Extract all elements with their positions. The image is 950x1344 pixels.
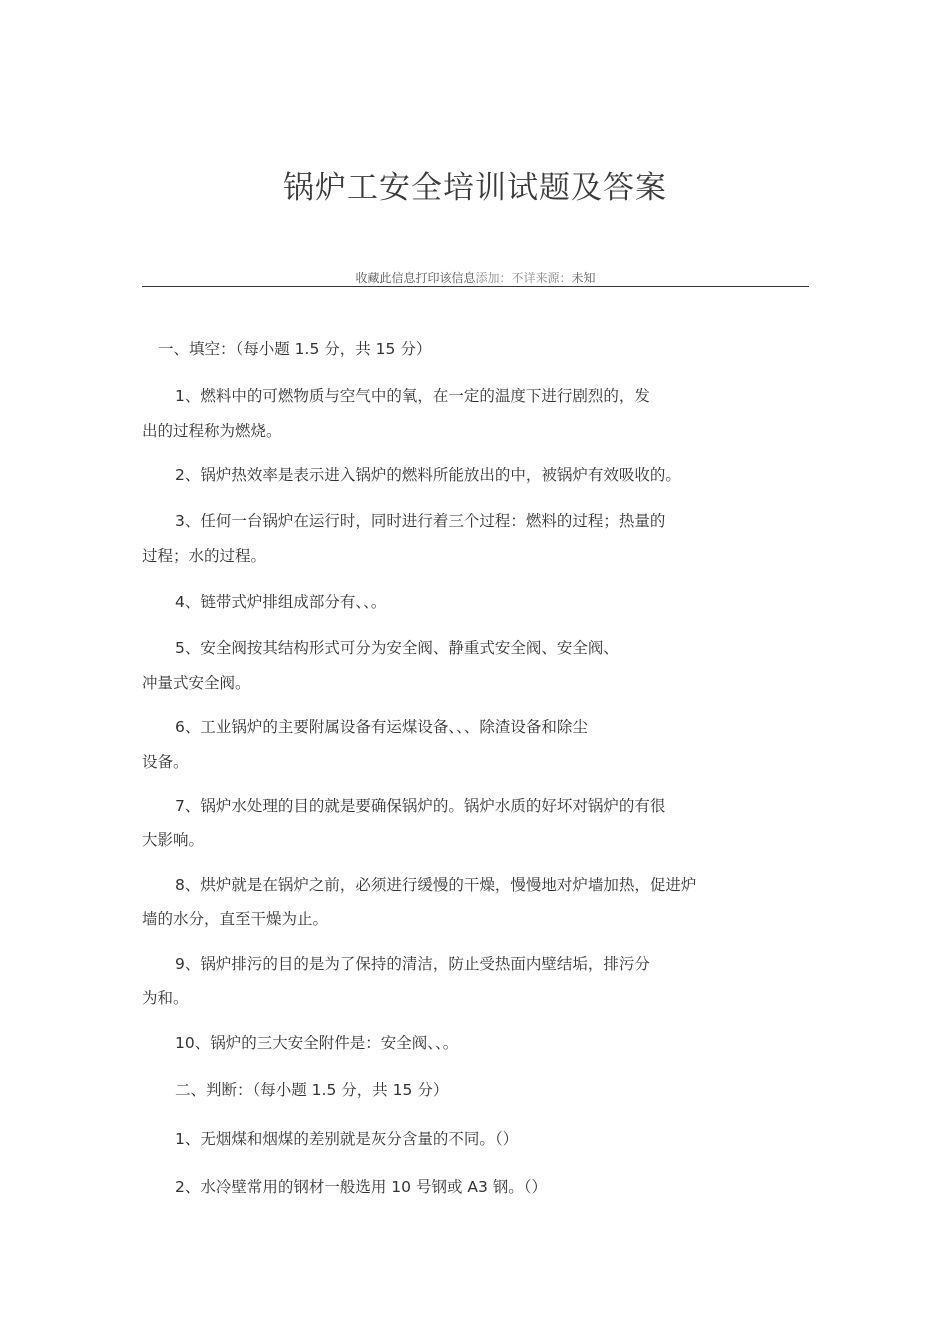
question-9-line1: 9、锅炉排污的目的是为了保持的清洁，防止受热面内壁结垢，排污分 [175, 955, 650, 973]
section-heading-true-false: 二、判断：（每小题 1.5 分，共 15 分） [175, 1081, 449, 1099]
print-link[interactable]: 打印该信息 [415, 271, 476, 285]
question-9-line2: 为和。 [142, 989, 189, 1007]
question-8-line2: 墙的水分，直至干燥为止。 [142, 910, 329, 928]
question-1-line1: 1、燃料中的可燃物质与空气中的氧，在一定的温度下进行剧烈的，发 [175, 387, 650, 405]
question-10-line1: 10、锅炉的三大安全附件是：安全阀、、。 [175, 1034, 459, 1052]
question-4-line1: 4、链带式炉排组成部分有、、。 [175, 593, 387, 611]
question-6-line1: 6、工业锅炉的主要附属设备有运煤设备、、、除渣设备和除尘 [175, 718, 588, 736]
question-8-line1: 8、烘炉就是在锅炉之前，必须进行缓慢的干燥，慢慢地对炉墙加热，促进炉 [175, 876, 697, 894]
info-bar [142, 270, 809, 287]
collect-link[interactable]: 收藏此信息 [355, 271, 416, 285]
question-5-line2: 冲量式安全阀。 [142, 674, 251, 692]
question-3-line1: 3、任何一台锅炉在运行时，同时进行着三个过程：燃料的过程；热量的 [175, 512, 666, 530]
added-label: 添加： [475, 271, 512, 285]
source-label: 来源： [535, 271, 572, 285]
added-value: 不详 [511, 271, 536, 285]
judge-question-1: 1、无烟煤和烟煤的差别就是灰分含量的不同。（） [175, 1130, 519, 1148]
section-heading-fill-blank: 一、填空：（每小题 1.5 分，共 15 分） [158, 340, 432, 358]
question-6-line2: 设备。 [142, 753, 189, 771]
question-2-line1: 2、锅炉热效率是表示进入锅炉的燃料所能放出的中，被锅炉有效吸收的。 [175, 466, 681, 484]
source-value: 未知 [571, 271, 596, 285]
question-3-line2: 过程；水的过程。 [142, 547, 267, 565]
question-5-line1: 5、安全阀按其结构形式可分为安全阀、静重式安全阀、安全阀、 [175, 639, 619, 657]
judge-question-2: 2、水冷壁常用的钢材一般选用 10 号钢或 A3 钢。（） [175, 1178, 548, 1196]
question-1-line2: 出的过程称为燃烧。 [142, 422, 282, 440]
question-7-line2: 大影响。 [142, 831, 205, 849]
question-7-line1: 7、锅炉水处理的目的就是要确保锅炉的。锅炉水质的好坏对锅炉的有很 [175, 797, 666, 815]
document-title: 锅炉工安全培训试题及答案 [283, 170, 667, 206]
